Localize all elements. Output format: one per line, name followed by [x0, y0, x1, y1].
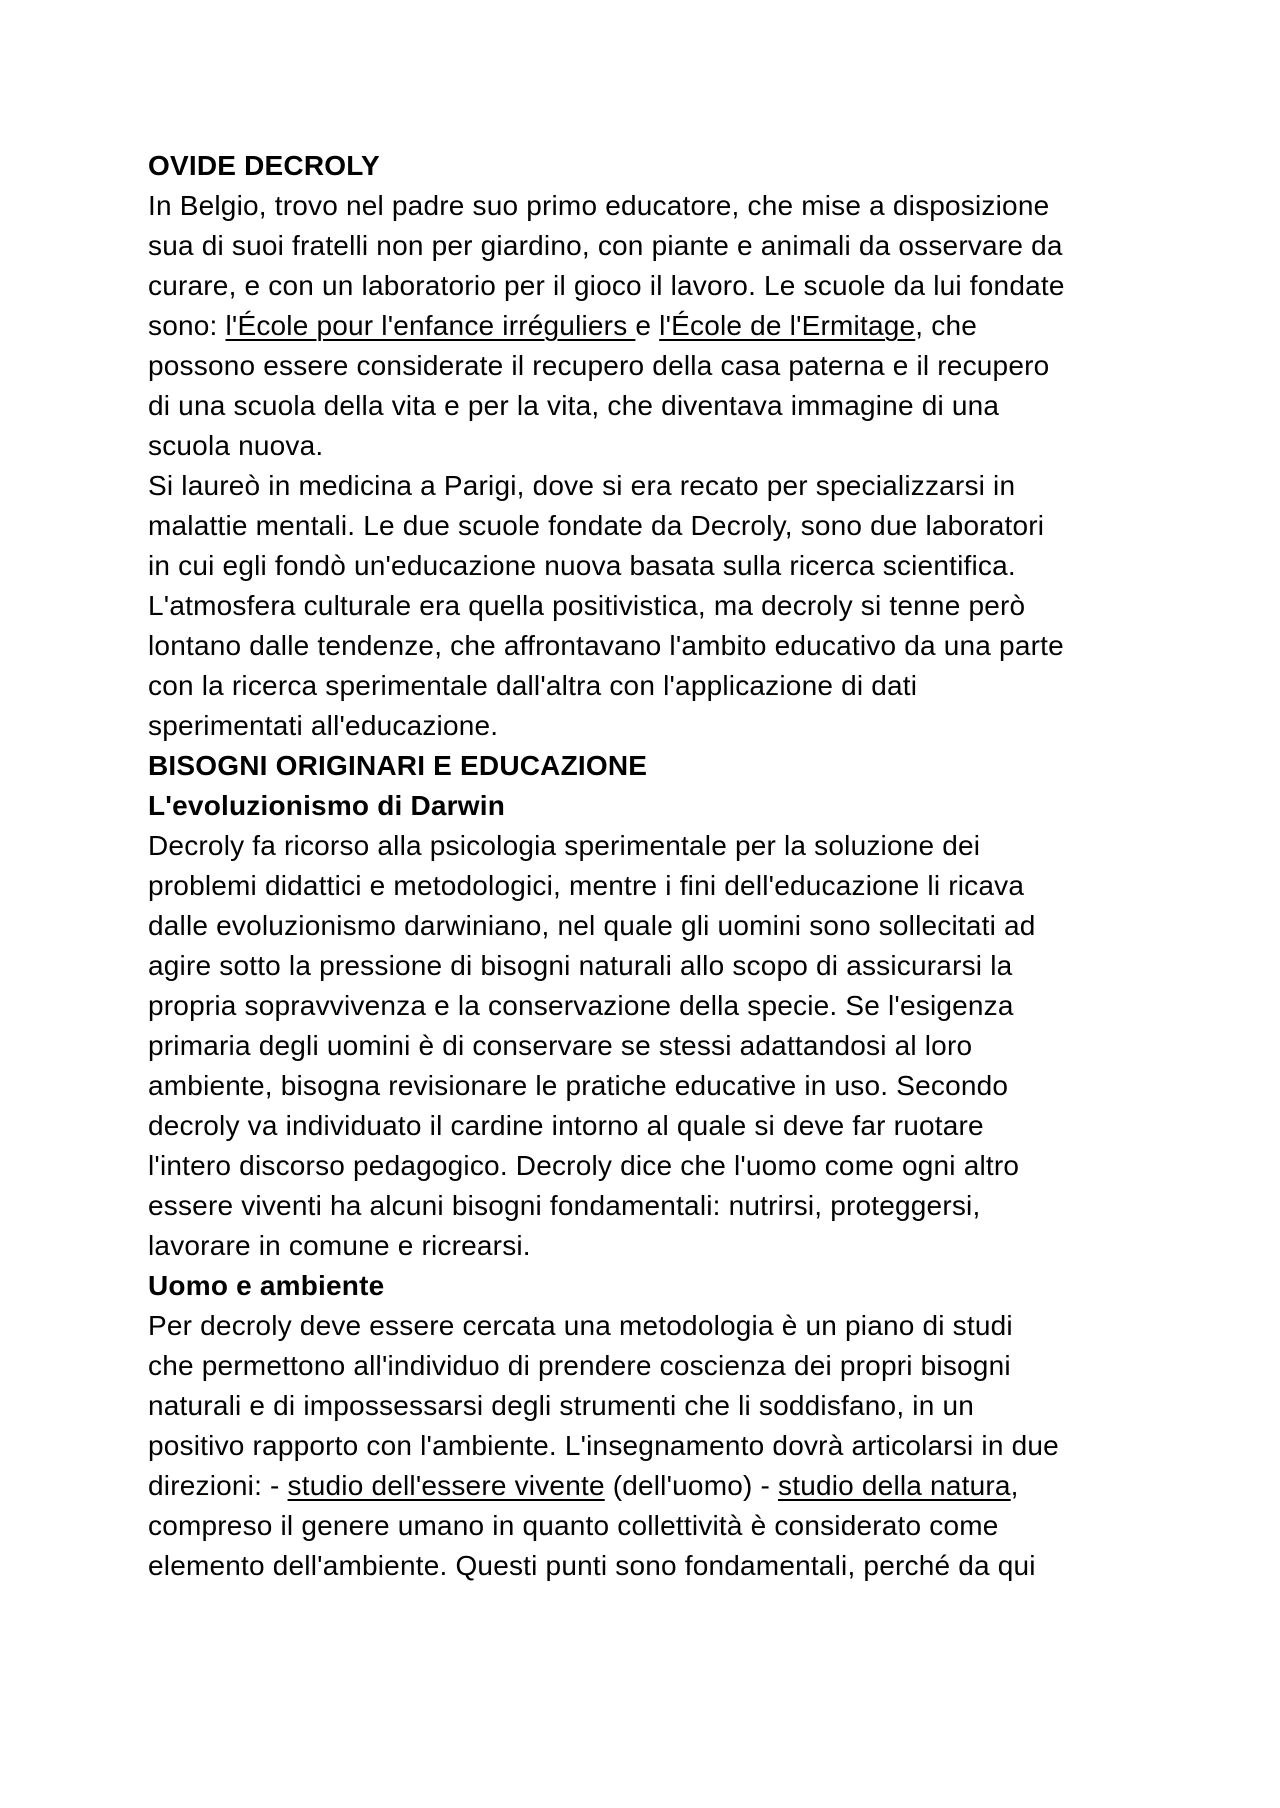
text-line — [148, 306, 1158, 346]
text-segment: OVIDE DECROLY — [148, 150, 380, 181]
text-segment: sperimentati all'educazione. — [148, 710, 499, 741]
text-segment: essere viventi ha alcuni bisogni fondamentali: nutrirsi, proteggersi, — [148, 1190, 981, 1221]
underlined-phrase: studio della natura — [778, 1470, 1011, 1501]
text-segment: possono essere considerate il recupero della casa paterna e il recupero — [148, 350, 1050, 381]
section-heading — [148, 746, 1158, 786]
section-heading — [148, 786, 1158, 826]
text-segment: che permettono all'individuo di prendere coscienza dei propri bisogni — [148, 1350, 1011, 1381]
text-line — [148, 866, 1158, 906]
text-line — [148, 386, 1158, 426]
text-segment: positivo rapporto con l'ambiente. L'insegnamento dovrà articolarsi in due — [148, 1430, 1059, 1461]
text-segment: compreso il genere umano in quanto collettività è considerato come — [148, 1510, 999, 1541]
text-segment: , che — [915, 310, 977, 341]
text-segment: problemi didattici e metodologici, mentre i fini dell'educazione li ricava — [148, 870, 1025, 901]
underlined-phrase: l'École de l'Ermitage — [659, 310, 916, 341]
text-line — [148, 506, 1158, 546]
text-segment: elemento dell'ambiente. Questi punti sono fondamentali, perché da qui — [148, 1550, 1036, 1581]
text-line — [148, 426, 1158, 466]
underlined-phrase: l'École pour l'enfance irréguliers — [225, 310, 636, 341]
text-segment: sono: — [148, 310, 226, 341]
section-heading — [148, 1266, 1158, 1306]
text-line — [148, 1026, 1158, 1066]
text-segment: curare, e con un laboratorio per il gioco il lavoro. Le scuole da lui fondate — [148, 270, 1065, 301]
text-segment: Si laureò in medicina a Parigi, dove si era recato per specializzarsi in — [148, 470, 1016, 501]
text-line — [148, 1506, 1158, 1546]
text-segment: direzioni: - — [148, 1470, 288, 1501]
text-segment: e — [635, 310, 660, 341]
text-segment: (dell'uomo) - — [604, 1470, 779, 1501]
text-segment: naturali e di impossessarsi degli strumenti che li soddisfano, in un — [148, 1390, 975, 1421]
underlined-phrase: studio dell'essere vivente — [287, 1470, 605, 1501]
text-segment: BISOGNI ORIGINARI E EDUCAZIONE — [148, 750, 648, 781]
text-line — [148, 1306, 1158, 1346]
text-segment: dalle evoluzionismo darwiniano, nel quale gli uomini sono sollecitati ad — [148, 910, 1036, 941]
text-line — [148, 1426, 1158, 1466]
text-segment: di una scuola della vita e per la vita, che diventava immagine di una — [148, 390, 1000, 421]
text-line — [148, 1346, 1158, 1386]
text-line — [148, 946, 1158, 986]
text-line — [148, 1186, 1158, 1226]
text-line — [148, 1106, 1158, 1146]
text-line — [148, 586, 1158, 626]
text-segment: ambiente, bisogna revisionare le pratiche educative in uso. Secondo — [148, 1070, 1009, 1101]
text-segment: Decroly fa ricorso alla psicologia sperimentale per la soluzione dei — [148, 830, 981, 861]
text-line — [148, 346, 1158, 386]
text-segment: sua di suoi fratelli non per giardino, con piante e animali da osservare da — [148, 230, 1063, 261]
text-segment: decroly va individuato il cardine intorno al quale si deve far ruotare — [148, 1110, 984, 1141]
text-line — [148, 546, 1158, 586]
text-line — [148, 1386, 1158, 1426]
text-segment: l'intero discorso pedagogico. Decroly dice che l'uomo come ogni altro — [148, 1150, 1020, 1181]
text-line — [148, 626, 1158, 666]
text-segment: lavorare in comune e ricrearsi. — [148, 1230, 531, 1261]
text-segment: L'atmosfera culturale era quella positivistica, ma decroly si tenne però — [148, 590, 1026, 621]
text-segment: scuola nuova. — [148, 430, 324, 461]
text-line — [148, 706, 1158, 746]
text-segment: in cui egli fondò un'educazione nuova basata sulla ricerca scientifica. — [148, 550, 1016, 581]
text-line — [148, 1146, 1158, 1186]
text-segment: agire sotto la pressione di bisogni naturali allo scopo di assicurarsi la — [148, 950, 1013, 981]
text-segment: con la ricerca sperimentale dall'altra con l'applicazione di dati — [148, 670, 918, 701]
text-line — [148, 906, 1158, 946]
text-segment: malattie mentali. Le due scuole fondate da Decroly, sono due laboratori — [148, 510, 1045, 541]
text-line — [148, 1466, 1158, 1506]
text-segment: Per decroly deve essere cercata una metodologia è un piano di studi — [148, 1310, 1013, 1341]
text-line — [148, 1226, 1158, 1266]
text-segment: Uomo e ambiente — [148, 1270, 385, 1301]
text-line — [148, 226, 1158, 266]
text-line — [148, 266, 1158, 306]
text-block — [148, 146, 1158, 1586]
text-line — [148, 466, 1158, 506]
text-segment: primaria degli uomini è di conservare se stessi adattandosi al loro — [148, 1030, 973, 1061]
text-line — [148, 1066, 1158, 1106]
section-heading — [148, 146, 1158, 186]
text-line — [148, 826, 1158, 866]
text-segment: In Belgio, trovo nel padre suo primo educatore, che mise a disposizione — [148, 190, 1050, 221]
text-line — [148, 1546, 1158, 1586]
text-segment: propria sopravvivenza e la conservazione della specie. Se l'esigenza — [148, 990, 1014, 1021]
text-segment: L'evoluzionismo di Darwin — [148, 790, 506, 821]
text-line — [148, 986, 1158, 1026]
text-line — [148, 666, 1158, 706]
text-line — [148, 186, 1158, 226]
text-segment: , — [1010, 1470, 1019, 1501]
text-segment: lontano dalle tendenze, che affrontavano l'ambito educativo da una parte — [148, 630, 1064, 661]
